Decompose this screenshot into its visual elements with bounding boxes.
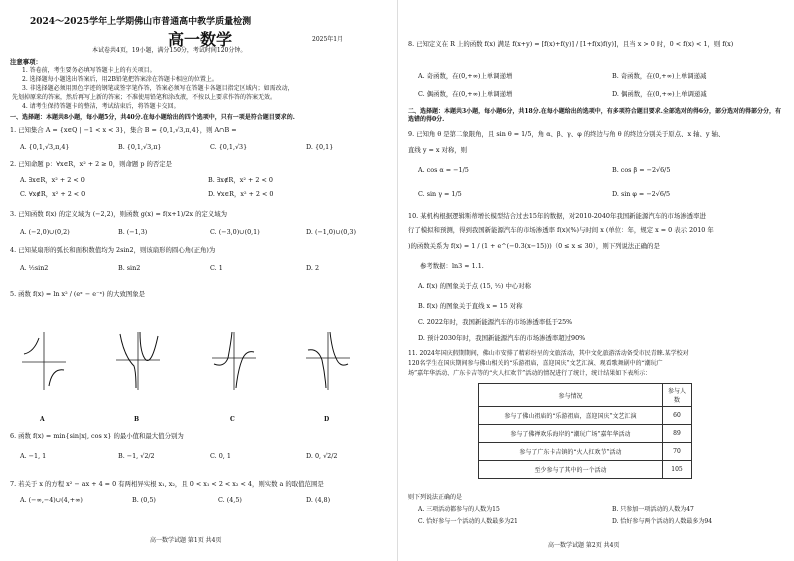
graph-label: C [230, 416, 235, 423]
graph-d [306, 330, 350, 390]
option: C. 恰好参与一个活动的人数最多为21 [418, 518, 518, 525]
section-heading: 二、选择题：本题共3小题，每小题6分，共18分.在每小题给出的选项中，有多项符合题目要求.全部选对的得6分，部分选对的得部分分，有选错的得0分. [408, 108, 782, 123]
question-10-b: 行了模拟和预测，得到我国新能源汽车的市场渗透率 f(x)(%)与时间 x (单位：年，规定 x = 0 表示 2010 年 [408, 226, 714, 234]
note-item: 1. 答卷前，考生要务必填写答题卡上的有关项目。 [22, 67, 156, 74]
option: A. cos α = −1/5 [418, 166, 469, 174]
table-row [479, 407, 692, 425]
option: B. sin2 [118, 264, 141, 272]
option: C. sin γ = 1/5 [418, 190, 462, 198]
question-9: 9. 已知角 θ 是第二象限角，且 sin θ = 1/5，角 α、β、γ、φ 的终边与角 θ 的终边分别关于原点、x 轴、y 轴、 [408, 130, 725, 138]
question-11-ask: 则下列说法正确的是 [408, 494, 463, 501]
table-cell: 参与了广东卡吉镇的“火人扛欢节”活动 [479, 443, 663, 461]
question-8: 8. 已知定义在 R 上的函数 f(x) 满足 f(x+y) = [f(x)+f(y)] / [1+f(x)f(y)]，且当 x > 0 时，0 < f(x) < 1，则 f(x) [408, 40, 734, 48]
option: A. −1, 1 [20, 452, 47, 460]
table-row [479, 461, 692, 479]
note-item: 2. 选择题每小题选出答案后，用2B铅笔把答案涂在答题卡相应的位置上。 [22, 76, 218, 83]
question-11-c: 场”嘉年华活动、广东卡吉等的“火人扛欢节”活动的情况进行了统计，统计结果如下表所示： [408, 370, 652, 377]
question-1: 1. 已知集合 A = {x∈Q | −1 < x < 3}，集合 B = {0,1,√3,π,4}，则 A∩B = [10, 126, 237, 134]
table-cell: 参与了佛山祖庙的“乐游祖庙，喜迎国庆”文艺汇演 [479, 407, 663, 425]
option: B. −1, √2/2 [118, 452, 155, 460]
option: B. f(x) 的图象关于直线 x = 15 对称 [418, 302, 523, 310]
option: D. 0, √2/2 [306, 452, 338, 460]
option: D. 预计2030年时，我国新能源汽车的市场渗透率超过90% [418, 334, 586, 342]
option: A. ½sin2 [20, 264, 49, 272]
question-9-cont: 直线 y = x 对称，则 [408, 146, 468, 154]
option: B. 奇函数，在(0,+∞)上单调递减 [612, 72, 707, 80]
graph-a [22, 330, 66, 390]
question-2: 2. 已知命题 p：∀x∈R，x² + 2 ≥ 0，则命题 p 的否定是 [10, 160, 173, 168]
table-cell: 参与了佛禅欢乐海岸的“潮玩广场”嘉年华活动 [479, 425, 663, 443]
question-11: 11. 2024年国庆假期期间，佛山市安排了精彩纷呈的文旅活动，其中文化旅游活动备受市民青睐.某学校对 [408, 350, 689, 357]
question-5: 5. 函数 f(x) = ln x² / (eˣ − e⁻ˣ) 的大致图象是 [10, 290, 146, 298]
table-cell: 89 [663, 425, 692, 443]
option: A. (−2,0)∪(0,2) [20, 228, 70, 236]
exam-title: 2024～2025学年上学期佛山市普通高中教学质量检测 [30, 17, 252, 27]
table-header: 参与情况 [479, 384, 663, 407]
notes-heading: 注意事项： [10, 58, 42, 66]
option: A. {0,1,√3,π,4} [20, 143, 70, 151]
option: B. cos β = −2√6/5 [612, 166, 671, 174]
table-cell: 60 [663, 407, 692, 425]
option: B. ∃x∉R，x² + 2 < 0 [208, 176, 273, 184]
option: C. 0, 1 [210, 452, 231, 460]
graph-c [212, 330, 256, 390]
question-11-b: 120名学生在国庆期间参与佛山相关的“乐游祖庙，喜迎国庆”文艺汇演、观看歌舞剧中的“潮玩广 [408, 360, 663, 367]
note-item: 先划掉原来的答案，然后再写上新的答案；不准使用铅笔和涂改液，不按以上要求作答的答案无效。 [12, 94, 277, 101]
option: A. f(x) 的图象关于点 (15, ½) 中心对称 [418, 282, 532, 290]
option: A. (−∞,−4)∪(4,+∞) [20, 496, 83, 504]
option: D. 2 [306, 264, 320, 272]
table-row [479, 443, 692, 461]
option: B. (0,5) [132, 496, 156, 504]
option: A. 三项活动都参与的人数为15 [418, 506, 500, 513]
survey-table [478, 383, 692, 479]
question-3: 3. 已知函数 f(x) 的定义域为 (−2,2)，则函数 g(x) = f(x+1)/2x 的定义域为 [10, 210, 228, 218]
graph-label: D [324, 416, 330, 423]
option: D. 偶函数，在(0,+∞)上单调递减 [612, 90, 707, 98]
question-6: 6. 函数 f(x) = min{sin|x|, cos x} 的最小值和最大值分别为 [10, 432, 184, 440]
graph-label: A [40, 416, 45, 423]
option: C. (4,5) [218, 496, 242, 504]
table-header-row [479, 384, 692, 407]
table-row [479, 425, 692, 443]
option: B. (−1,3) [118, 228, 148, 236]
option: C. 2022年时，我国新能源汽车的市场渗透率低于25% [418, 318, 573, 326]
graph-label: B [134, 416, 140, 423]
question-7: 7. 若关于 x 的方程 x² − ax + 4 = 0 有两相异实根 x₁, x₂，且 0 < x₁ < 2 < x₂ < 4，则实数 a 的取值范围是 [10, 480, 324, 488]
section-heading: 一、选择题：本题共8小题，每小题5分，共40分.在每小题给出的四个选项中，只有一项是符合题目要求的. [10, 114, 295, 121]
option: C. (−3,0)∪(0,1) [210, 228, 260, 236]
page-footer: 高一数学试题 第2页 共4页 [548, 542, 620, 549]
page-footer: 高一数学试题 第1页 共4页 [150, 537, 222, 544]
table-cell: 至少参与了其中的一个活动 [479, 461, 663, 479]
exam-page-2 [397, 0, 794, 561]
graph-b [116, 330, 160, 390]
option: D. (−1,0)∪(0,3) [306, 228, 356, 236]
table-cell: 105 [663, 461, 692, 479]
option: B. {0,1,√3,π} [118, 143, 162, 151]
option: C. 1 [210, 264, 223, 272]
option: D. (4,8) [306, 496, 331, 504]
subject-title: 高一数学 [168, 30, 233, 49]
option: D. ∀x∈R，x² + 2 < 0 [208, 190, 274, 198]
option: B. 只参加一项活动的人数为47 [612, 506, 694, 513]
table-cell: 70 [663, 443, 692, 461]
option: D. 恰好参与两个活动的人数最多为94 [612, 518, 713, 525]
question-10: 10. 某机构根据逻辑斯蒂增长模型结合过去15年的数据，对2010-2040年我国新能源汽车的市场渗透率进 [408, 212, 706, 220]
exam-info: 本试卷共4页，19小题，满分150分，考试时间120分钟。 [92, 47, 247, 54]
question-10-c: )的函数关系为 f(x) = 1 / (1 + e^(−0.3(x−15)))（0 ≤ x ≤ 30），则下列说法正确的是 [408, 242, 660, 250]
note-item: 3. 非选择题必须用黑色字迹的钢笔或签字笔作答，答案必须写在答题卡各题目指定区域内；如需改动， [22, 85, 294, 92]
option: D. {0,1} [306, 143, 334, 151]
question-4: 4. 已知某扇形的弧长和面积数值均为 2sin2，则该扇形的圆心角(正角)为 [10, 246, 216, 254]
option: D. sin φ = −2√6/5 [612, 190, 671, 198]
reference-data: 参考数据：ln3 ≈ 1.1. [420, 262, 484, 270]
table-header: 参与人数 [663, 384, 692, 407]
option: C. 偶函数，在(0,+∞)上单调递增 [418, 90, 513, 98]
option: C. {0,1,√3} [210, 143, 248, 151]
note-item: 4. 请考生保持答题卡的整洁，考试结束后，将答题卡交回。 [22, 103, 180, 110]
option: A. 奇函数，在(0,+∞)上单调递增 [418, 72, 513, 80]
option: A. ∃x∈R，x² + 2 < 0 [20, 176, 85, 184]
exam-date: 2025年1月 [312, 36, 344, 43]
option: C. ∀x∉R，x² + 2 < 0 [20, 190, 86, 198]
